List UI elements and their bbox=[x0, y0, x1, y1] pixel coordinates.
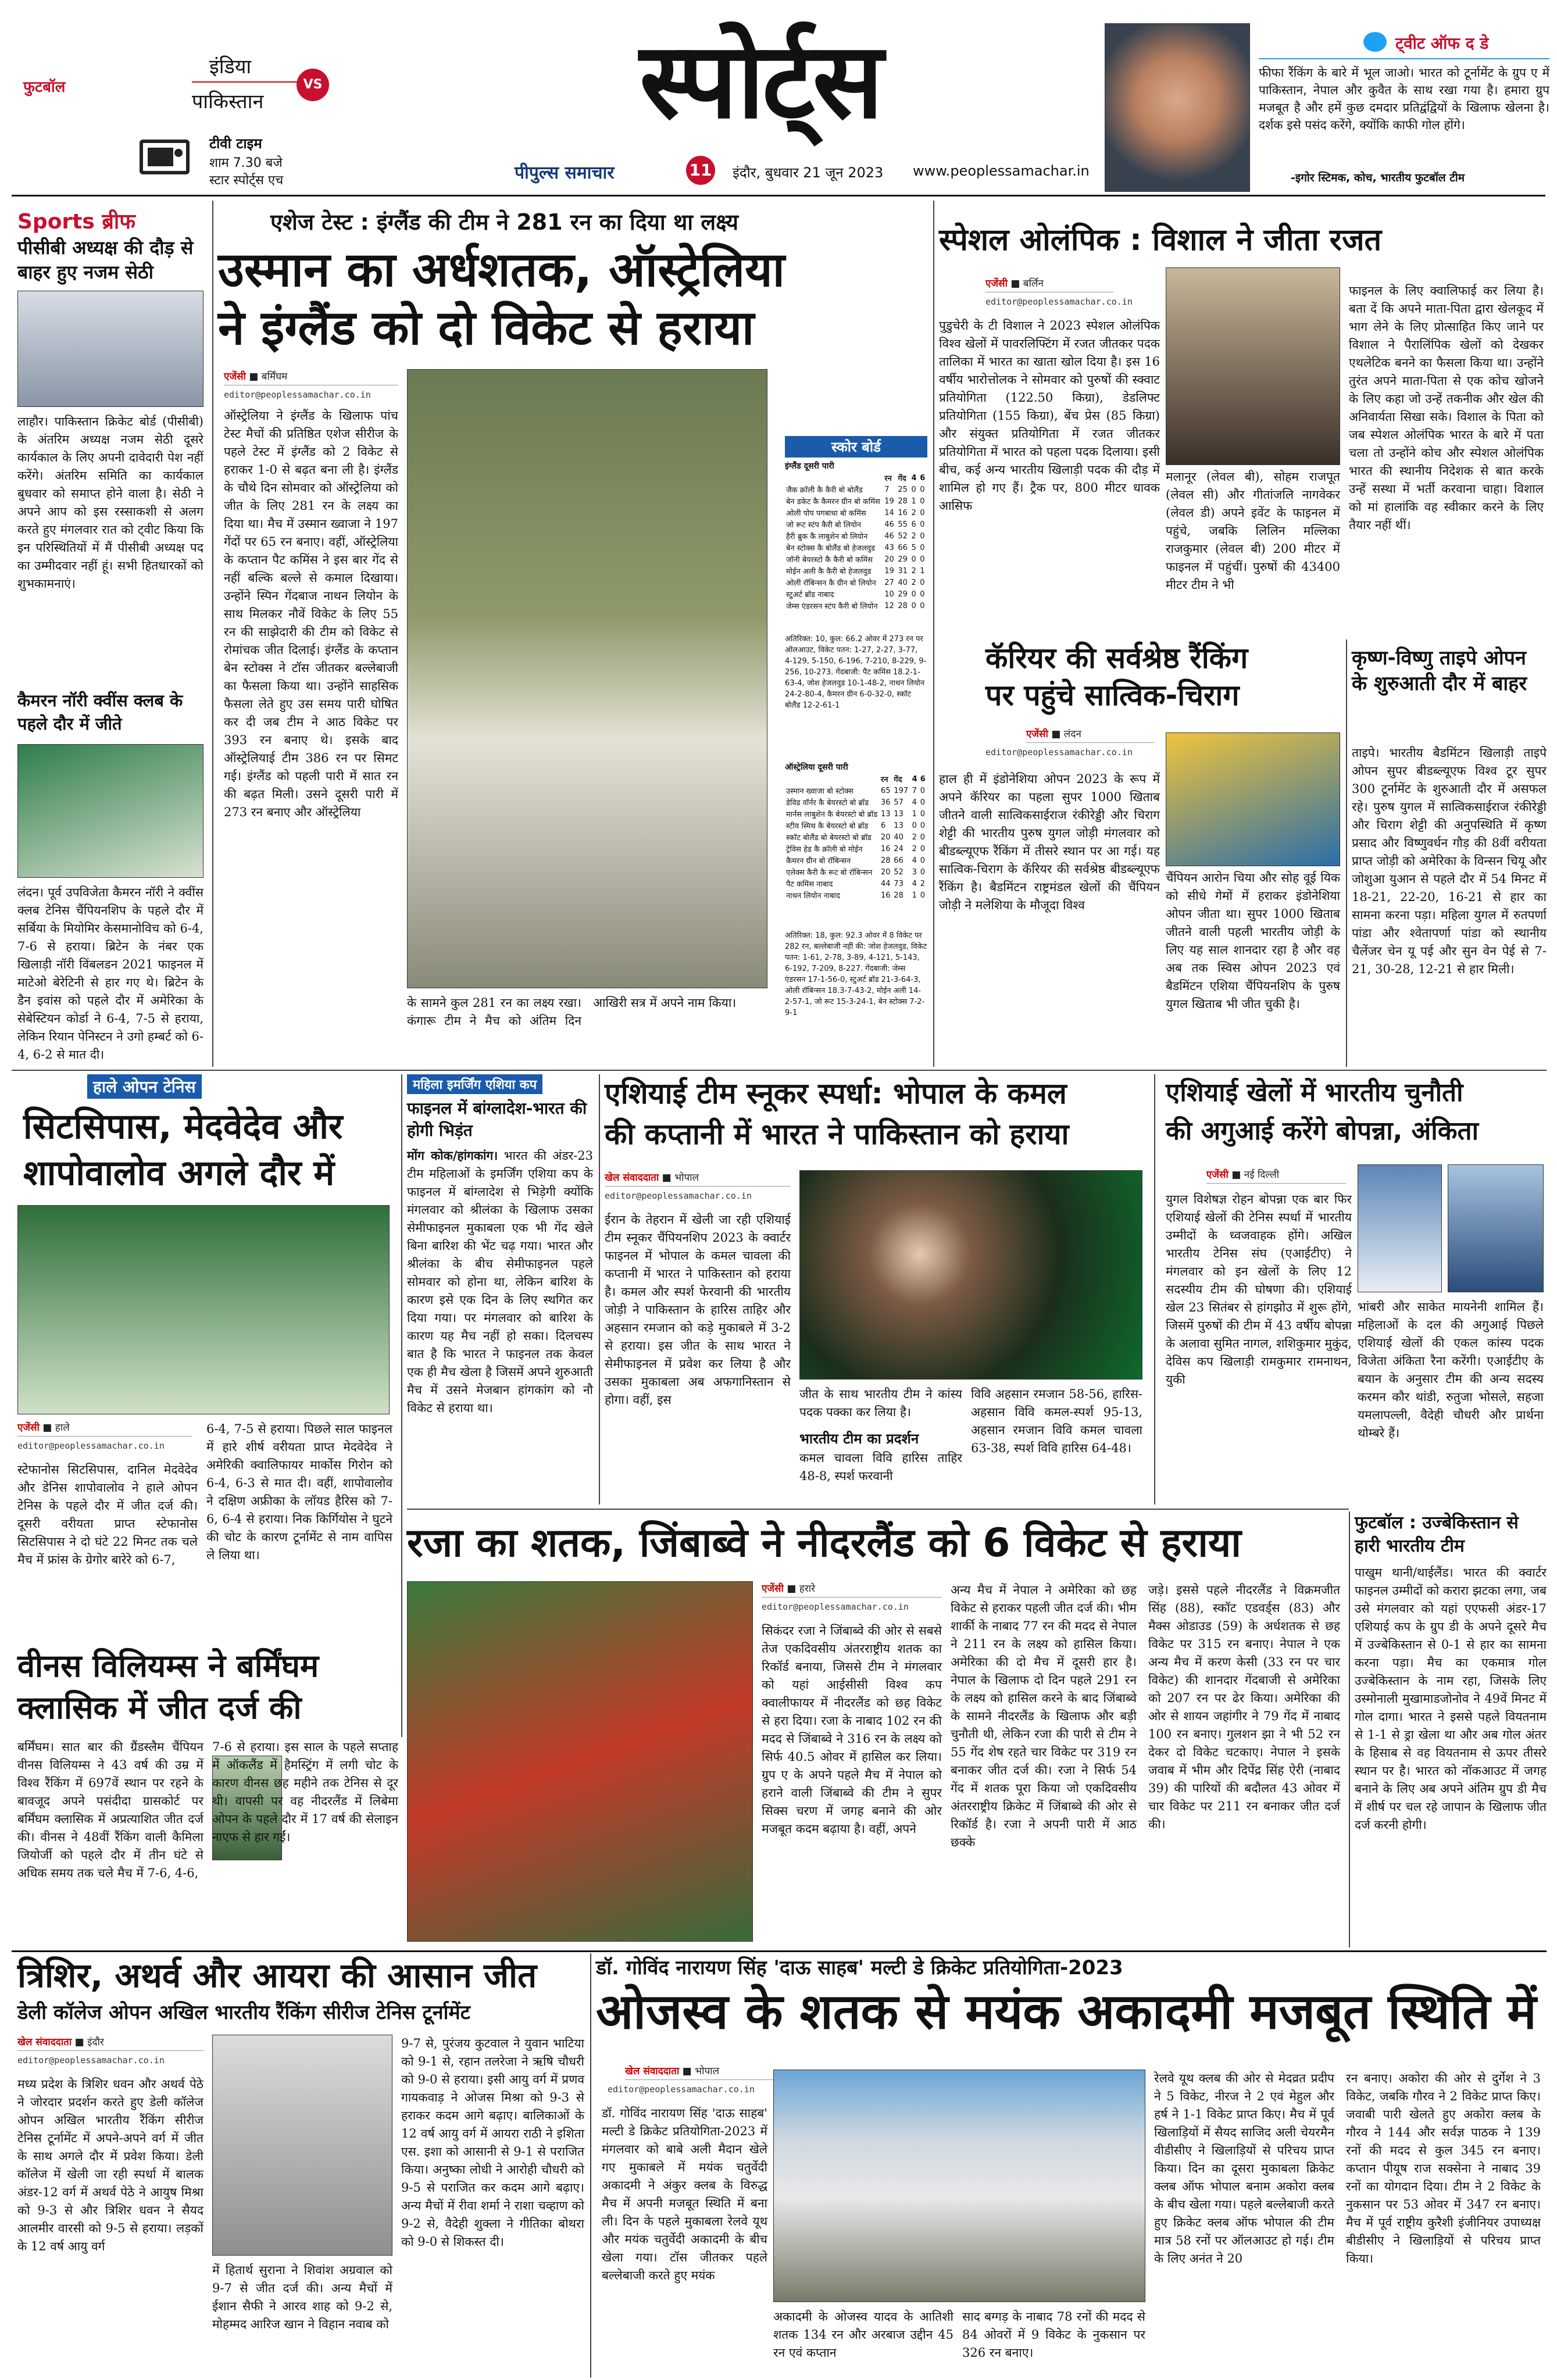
table-row bbox=[785, 820, 927, 831]
halle-headline-2: शापोवालोव अगले दौर में bbox=[23, 1153, 335, 1193]
ashes-agency: एजेंसी bbox=[224, 371, 246, 383]
raza-story bbox=[407, 1511, 1346, 1947]
ashes-byline: एजेंसी ■ बर्मिंघम bbox=[224, 369, 398, 385]
table-row bbox=[785, 866, 927, 878]
table-row bbox=[785, 831, 927, 843]
score-cell: 25 bbox=[898, 485, 908, 494]
score-cell: 24 bbox=[894, 844, 904, 853]
tv-title: टीवी टाइम bbox=[209, 135, 262, 152]
score-cell: 1 bbox=[912, 809, 917, 819]
snooker-story bbox=[605, 1074, 1148, 1505]
score-cell: 20 bbox=[880, 832, 891, 842]
kamal-chawla-photo bbox=[799, 1170, 1142, 1380]
bopanna-headline-1: एशियाई खेलों में भारतीय चुनौती bbox=[1166, 1078, 1463, 1107]
halle-body: स्टेफानोस सिटसिपास, दानिल मेदवेदेव और डेनिस शापोवालोव ने हाले ओपन टेनिस के पहले दौर में जीत दर्ज की। दूसरी वरीयता प्राप्त स्टेफानोस सिटसिपास ने दो घंटे 22 मिनट तक चले मैच में फ्रांस के ग्रेगोर बारेरे को 6-7, bbox=[17, 1463, 198, 1567]
venus-story bbox=[12, 1645, 401, 1942]
score-cell: 2 bbox=[911, 566, 916, 576]
score-cell: 0 bbox=[920, 543, 925, 552]
raza-body-2: अन्य मैच में नेपाल ने अमेरिका को छह विकेट से हराकर पहली जीत दर्ज की। भीम शार्की के नाबाद 77 रन की मदद से नेपाल ने 211 रन के लक्ष्य को हासिल किया। अमेरिका की दो मैच में दूसरी हार है। नेपाल के खिलाफ दो दिन पहले 291 रन के लक्ष्य को हासिल करने के बाद जिंबाब्वे के सामने नीदरलैंड के खिलाफ और बड़ी चुनौती थी, लेकिन रजा की पारी से टीम ने 55 गेंद शेष रहते चार विकेट पर 319 रन बनाकर जीत दर्ज की। रजा ने सिर्फ 54 गेंद में शतक पूरा किया जो एकदिवसीय अंतरराष्ट्रीय क्रिकेट में जिंबाब्वे की ओर से रिकॉर्ड है। रजा ने अपनी पारी में आठ छक्के bbox=[951, 1583, 1137, 1849]
special-body-3: फाइनल के लिए क्वालिफाई कर लिया है। बता दें कि अपने माता-पिता द्वारा खेलकूद में भाग लेने के लिए प्रोत्साहित किए जाने पर विशाल ने पैरालिंपिक खेलों को देखकर एथलेटिक बनने का फैसला किया था। उन्होंने तुरंत अपने माता-पिता से एक कोच खोजने के लिए कहा जो उन्हें तकनीक और खेल की अनिवार्यता सिखा सके। विशाल के पिता को जब स्पेशल ओलंपिक भारत के बारे में पता चला तो उन्होंने कोच और स्पेशल ओलंपिक भारत की स्थानीय निदेशक से बात करके उन्हें सस्था में भर्ती करवाना चाहा। विशाल को मां हालांकि वह स्वीकार करने के लिए तैयार नहीं थीं। bbox=[1349, 284, 1544, 532]
raza-email: editor@peoplessamachar.co.in bbox=[762, 1602, 909, 1612]
score-cell: 73 bbox=[894, 879, 904, 888]
trishir-body-3: में हितार्थ सुराना ने शिवांश अग्रवाल को 9-7 से जीत दर्ज की। अन्य मैचों में ईशान सैफी ने आरव शाह को 9-2 से, मोहम्मद आरिज खान ने विहान नवाब को bbox=[212, 2263, 392, 2331]
score-cell: 29 bbox=[898, 589, 908, 599]
score-cell: 3 bbox=[912, 867, 917, 877]
batsman-cell: स्टुअर्ट ब्रॉड नाबाद bbox=[786, 591, 834, 599]
eng-innings-title: इंग्लैंड दूसरी पारी bbox=[785, 462, 834, 471]
taipei-headline: कृष्ण-विष्णु ताइपे ओपन के शुरुआती दौर में बाहर bbox=[1352, 646, 1527, 695]
website[interactable]: www.peoplessamachar.in bbox=[913, 163, 1090, 179]
ranking-story bbox=[939, 639, 1346, 1067]
batsman-cell: उस्मान ख्वाजा बो स्टोक्स bbox=[786, 787, 854, 796]
score-cell: 52 bbox=[898, 531, 908, 541]
ojasv-body-2: रेलवे यूथ क्लब की ओर से मेदव्रत प्रदीप ने 5 विकेट, नीरज ने 2 एवं मेहुल और हर्ष ने 1-1 विकेट प्राप्त किए। मैच में पूर्व खिलाड़ियों में सैयद साजिद अली चेयरमैन वीडीसीए ने खिलाड़ियों से परिचय प्राप्त किया। दिन का दूसरा मुकाबला क्रिकेट क्लब ऑफ भोपाल बनाम अकोरा क्लब के बीच खेला गया। पहले बल्लेबाजी करते हुए क्रिकेट क्लब ऑफ भोपाल की टीम मात्र 58 रनों पर ऑलआउट हो गई। टीम के लिए अनंत ने 20 bbox=[1154, 2071, 1334, 2265]
batsman-cell: ओली रॉबिन्सन कै ग्रीन बो लियोन bbox=[786, 579, 876, 588]
special-place: बर्लिन bbox=[1023, 278, 1044, 290]
halle-place: हाले bbox=[55, 1422, 70, 1434]
score-cell: 0 bbox=[920, 508, 925, 517]
raza-agency: एजेंसी bbox=[762, 1583, 784, 1595]
score-cell: 197 bbox=[894, 786, 909, 795]
batsman-cell: जैक क्रॉली कै कैरी बो बोलैंड bbox=[786, 486, 863, 495]
score-cell: 0 bbox=[920, 555, 925, 564]
batsman-cell: स्कॉट बोलैंड बो बेयरस्टो बो ब्रॉड bbox=[786, 834, 872, 842]
table-row bbox=[785, 519, 927, 530]
batsman-cell: ओली पोप पगबाधा बो कमिंस bbox=[786, 509, 866, 518]
score-cell: 14 bbox=[884, 508, 894, 517]
table-row bbox=[785, 577, 927, 588]
khawaja-photo bbox=[407, 369, 767, 988]
ojasv-agency: खेल संवाददाता bbox=[625, 2065, 680, 2077]
score-cell: 7 bbox=[884, 485, 890, 494]
score-cell: 66 bbox=[894, 856, 904, 865]
scorecard-col-1: गेंद bbox=[898, 474, 906, 483]
raza-photo bbox=[407, 1581, 753, 1942]
coach-photo bbox=[1105, 23, 1250, 192]
halle-email: editor@peoplessamachar.co.in bbox=[17, 1441, 165, 1451]
snooker-perf-body: कमल चावला विवि हारिस ताहिर 48-8, स्पर्श फरवानी bbox=[799, 1451, 962, 1483]
score-cell: 19 bbox=[884, 496, 894, 506]
aus-scorecard bbox=[785, 773, 927, 901]
score-cell: 52 bbox=[894, 867, 904, 877]
score-cell: 0 bbox=[911, 555, 916, 564]
score-cell: 0 bbox=[920, 844, 926, 853]
batsman-cell: जो रूट स्टंप कैरी बो लियोन bbox=[786, 521, 862, 530]
ojasv-byline: खेल संवाददाता ■ भोपाल bbox=[625, 2064, 776, 2080]
emerging-headline: फाइनल में बांग्लादेश-भारत की होगी भिड़ंत bbox=[407, 1099, 587, 1140]
emerging-tag: महिला इमर्जिंग एशिया कप bbox=[407, 1074, 542, 1094]
halle-body-2: 6-4, 7-5 से हराया। पिछले साल फाइनल में हारे शीर्ष वरीयता प्राप्त मेदवेदेव ने अमेरिकी क्वालिफायर मार्कोस गिरोन को 6-4, 6-3 से मात दी। वहीं, शापोवालोव ने दक्षिण अफ्रीका के लॉयड हैरिस को 7-6, 6-4 से हराया। निक किर्गियोस ने घुटने की चोट के कारण टूर्नामेंट से नाम वापिस ले लिया था। bbox=[206, 1422, 392, 1562]
team-two: पाकिस्तान bbox=[192, 90, 264, 113]
score-cell: 0 bbox=[920, 832, 926, 842]
ashes-body: ऑस्ट्रेलिया ने इंग्लैंड के खिलाफ पांच टेस्ट मैचों की प्रतिष्ठित एशेज सीरीज के पहले टेस्ट में इंग्लैंड को 2 विकेट से हराकर 1-0 से बढ़त बना ली है। इंग्लैंड के चौथे दिन सोमवार को ऑस्ट्रेलिया को जीत के लिए 281 रन के लक्ष्य का दिया था। मैच में उस्मान ख्वाजा ने 197 गेंदों पर 65 रन बनाए। वहीं, ऑस्ट्रेलिया के कप्तान पैट कमिंस ने इस बार गेंद से नहीं बल्कि बल्ले से कमाल दिखाया। उन्होंने स्पिन गेंदबाज नाथन लियोन के साथ मिलकर नौवें विकेट के लिए 55 रन की साझेदारी की टीम को विकेट से रोमांचक जीत दिलाई। इंग्लैंड के कप्तान बेन स्टोक्स ने टॉस जीतकर बल्लेबाजी का फैसला किया था। उन्होंने साहसिक फैसला लेते हुए उस समय पारी घोषित कर दी जब टीम ने आठ विकेट पर 393 रन बनाए थे। इसके बाद ऑस्ट्रेलियाई टीम 386 रन पर सिमट गई। इंग्लैंड को पहली पारी में सात रन की बढ़त मिली। उसने दूसरी पारी में 273 रन बनाए और ऑस्ट्रेलिया bbox=[224, 409, 398, 819]
score-cell: 0 bbox=[912, 821, 917, 830]
batsman-cell: मोईन अली कै कैरी बो हेजलवुड bbox=[786, 567, 872, 576]
emerging-body: भारत की अंडर-23 टीम महिलाओं के इमर्जिंग एशिया कप के फाइनल में बांग्लादेश से भिड़ेगी क्योंकि मंगलवार को श्रीलंका के खिलाफ उसका सेमीफाइनल मुकाबला एक भी गेंद खेले बिना बारिश की भेंट चढ़ गया। भारत और श्रीलंका के बीच सेमीफाइनल पहले सोमवार को होना था, लेकिन बारिश के कारण इसे एक दिन के लिए स्थगित कर दिया गया। पर मंगलवार को बारिश के कारण यह मैच नहीं हो सका। दिलचस्प बात है कि भारत ने फाइनल तक केवल एक ही मैच खेला है जिसमें अपने शुरुआती मैच में उसने मेजबान हांगकांग को नौ विकेट से हराया था। bbox=[407, 1149, 593, 1415]
venus-body: बर्मिंघम। सात बार की ग्रैंडस्लैम चैंपियन वीनस विलियम्स ने 43 वर्ष की उम्र में विश्व रैंकिंग में 697वें स्थान पर रहने के बावजूद अपने पसंदीदा ग्रासकोर्ट पर बर्मिंघम क्लासिक में अप्रत्याशित जीत दर्ज की। वीनस ने 48वीं रैंकिंग वाली कैमिला जियोर्जी को पहले दौर में तीन घंटे से अधिक समय तक चले मैच में 7-6, 4-6, bbox=[17, 1740, 203, 1880]
score-cell: 0 bbox=[920, 589, 925, 599]
raza-body-1: सिकंदर रजा ने जिंबाब्वे की ओर से सबसे तेज एकदिवसीय अंतरराष्ट्रीय शतक का रिकॉर्ड बनाया, जिससे टीम ने मंगलवार को यहां आईसीसी विश्व कप क्वालीफायर में नीदरलैंड को छह विकेट से हरा दिया। रजा के नाबाद 102 रन की मदद से जिंबाब्वे ने 316 रन के लक्ष्य को सिर्फ 40.5 ओवर में हासिल कर लिया। ग्रुप ए के अपने पहले मैच में नेपाल को हराने वाली जिंबाब्वे की टीम ने सुपर सिक्स चरण में जगह बनाने की ओर मजबूत कदम बढ़ाया है। वहीं, अपने bbox=[762, 1624, 942, 1836]
score-cell: 28 bbox=[898, 496, 908, 506]
tv-channel: स्टार स्पोर्ट्स एच bbox=[209, 173, 284, 188]
twitter-icon bbox=[1363, 32, 1387, 52]
ojasv-caption-2: साद बग्गड़ के नाबाद 78 रनों की मदद से 84 ओवरों में 9 विकेट के नुकसान पर 326 रन बनाए। bbox=[962, 2310, 1145, 2360]
score-cell: 13 bbox=[894, 821, 904, 830]
special-olympics bbox=[939, 201, 1547, 637]
ojasv-kicker: डॉ. गोविंद नारायण सिंह 'दाऊ साहब' मल्टी डे क्रिकेट प्रतियोगिता-2023 bbox=[596, 1956, 1123, 1979]
trishir-headline: त्रिशिर, अथर्व और आयरा की आसान जीत bbox=[17, 1956, 537, 1995]
ranking-agency: एजेंसी bbox=[1026, 728, 1048, 740]
score-cell: 40 bbox=[894, 832, 904, 842]
score-cell: 16 bbox=[880, 844, 891, 853]
aus-extras: अतिरिक्त: 18, कुल: 92.3 ओवर में 8 विकेट पर 282 रन, बल्लेबाजी नहीं की: जोश हेजलवुड, विकेट पतन: 1-61, 2-78, 3-89, 4-121, 5-143, 6-192, 7-209, 8-227. गेंदबाजी: जेम्स एंडरसन 17-1-56-0, स्टुअर्ट ब्रॉड 21-3-64-3, ओली रॉबिन्सन 18.3-7-43-2, मोईन अली 14-2-57-1, जो रूट 15-3-24-1, बेन स्टोक्स 7-2-9-1 bbox=[785, 931, 927, 1017]
raza-place: हरारे bbox=[799, 1583, 816, 1595]
batsman-cell: हैरी ब्रुक कै लाबुशेन बो लियोन bbox=[786, 533, 868, 541]
raza-headline: रजा का शतक, जिंबाब्वे ने नीदरलैंड को 6 विकेट से हराया bbox=[407, 1520, 1241, 1566]
score-cell: 0 bbox=[920, 601, 925, 610]
sports-brief bbox=[12, 201, 209, 1067]
bopanna-headline-2: की अगुआई करेंगे बोपन्ना, अंकिता bbox=[1166, 1116, 1479, 1146]
score-cell: 0 bbox=[920, 520, 925, 529]
ashes-headline-1: उस्मान का अर्धशतक, ऑस्ट्रेलिया bbox=[218, 242, 785, 298]
score-cell: 66 bbox=[898, 543, 908, 552]
ranking-headline-1: कॅरियर की सर्वश्रेष्ठ रैंकिंग bbox=[985, 641, 1248, 675]
halle-tag: हाले ओपन टेनिस bbox=[87, 1074, 202, 1099]
special-body-1: पुडुचेरी के टी विशाल ने 2023 स्पेशल ओलंपिक विश्व खेलों में पावरलिफ्टिंग में रजत जीतकर पदक तालिका में भारत का खाता खोल दिया है। इस 16 वर्षीय भारोत्तोलक ने सोमवार को पुरुषों की स्क्वाट प्रतियोगिता (122.50 किग्रा), डेडलिफ्ट प्रतियोगिता (155 किग्रा), बेंच प्रेस (85 किग्रा) और संयुक्त प्रतियोगिता में रजत जीतकर प्रतियोगिता में भारत को पहला पदक दिलाया। इसी बीच, कई अन्य भारतीय खिलाड़ी पदक की दौड़ में शामिल हो गए हैं। ट्रैक पर, 800 मीटर धावक आसिफ bbox=[939, 319, 1160, 513]
score-cell: 0 bbox=[920, 786, 926, 795]
batsman-cell: नाथन लियोन नाबाद bbox=[786, 892, 840, 900]
trishir-email: editor@peoplessamachar.co.in bbox=[17, 2055, 165, 2065]
score-cell: 0 bbox=[920, 809, 926, 819]
score-cell: 27 bbox=[884, 578, 894, 587]
table-row bbox=[785, 808, 927, 820]
score-cell: 0 bbox=[920, 485, 925, 494]
batsman-cell: बेन स्टोक्स कै बोलैंड बो हेजलवुड bbox=[786, 544, 875, 553]
raza-byline: एजेंसी ■ हरारे bbox=[762, 1581, 942, 1598]
score-cell: 43 bbox=[884, 543, 894, 552]
score-cell: 2 bbox=[911, 508, 916, 517]
score-cell: 19 bbox=[884, 566, 894, 576]
tweet-text: फीफा रैंकिंग के बारे में भूल जाओ। भारत को टूर्नामेंट के ग्रुप ए में पाकिस्तान, नेपाल और कुवैत के साथ रखा गया है। हमारा ग्रुप मजबूत है और हमें कुछ दमदार प्रतिद्वंद्वियों के खिलाफ खेलना है। दर्शक इसे पसंद करेंगे, क्योंकि काफी गोल होंगे। bbox=[1259, 66, 1549, 132]
score-cell: 16 bbox=[880, 891, 891, 900]
ashes-headline-2: ने इंग्लैंड को दो विकेट से हराया bbox=[218, 301, 755, 356]
emerging-place: मोंग कोक/हांगकांग। bbox=[407, 1149, 498, 1163]
batsman-cell: स्टीव स्मिथ कै बेयरस्टो बो ब्रॉड bbox=[786, 822, 869, 831]
ojasv-place: भोपाल bbox=[695, 2065, 720, 2077]
batsman-cell: एलेक्स कैरी कै रूट बो रॉबिन्सन bbox=[786, 869, 873, 877]
table-row bbox=[785, 495, 927, 507]
ojasv-headline: ओजस्व के शतक से मयंक अकादमी मजबूत स्थिति में bbox=[596, 1983, 1537, 2040]
taipei-body: ताइपे। भारतीय बैडमिंटन खिलाड़ी ताइपे ओपन सुपर बीडब्ल्यूएफ विश्व टूर सुपर 300 टूर्नामेंट के शुरुआती दौर में असफल रहे। पुरुष युगल में सात्विकसाईराज रंकीरेड्डी और चिराग शेट्टी की अनुपस्थिति में कृष्ण प्रसाद और विष्णुवर्धन गौड़ की 8वीं वरीयता प्राप्त जोड़ी को अमेरिका के विन्सन चियू और जोशुआ युआन से पहले दौर में 54 मिनट में 18-21, 22-20, 16-21 से हार का सामना करना पड़ा। महिला युगल में रुतपर्णा पांडा और श्वेतापर्णा पांडा को स्थानीय चैलेंजर चेन यू पई और सुन वेन पेई से 7-21, 30-28, 12-21 से हार मिली। bbox=[1352, 746, 1547, 976]
brief-body: लाहौर। पाकिस्तान क्रिकेट बोर्ड (पीसीबी) के अंतरिम अध्यक्ष नजम सेठी दूसरे कार्यकाल के लिए अपनी दावेदारी पेश नहीं करेंगे। अंतरिम समिति का कार्यकाल बुधवार को समाप्त होने वाला है। सेठी ने अपने आप को इस रस्साकशी से अलग करते हुए मंगलवार रात को ट्वीट किया कि इन परिस्थितियों में मैं पीसीबी अध्यक्ष पद का उम्मीदवार नहीं हूं। सभी हितधारकों को शुभकामनाएं। bbox=[17, 414, 203, 591]
score-cell: 6 bbox=[911, 520, 916, 529]
score-cell: 0 bbox=[911, 485, 916, 494]
ranking-byline: एजेंसी ■ लंदन bbox=[1026, 727, 1154, 743]
batsman-cell: ट्रेविस हेड कै क्रॉली बो मोईन bbox=[786, 845, 863, 854]
taipei-story bbox=[1352, 639, 1547, 1067]
table-row bbox=[785, 855, 927, 866]
trishir-agency: खेल संवाददाता bbox=[17, 2036, 72, 2048]
ojasv-story bbox=[596, 1953, 1547, 2378]
snooker-body: ईरान के तेहरान में खेली जा रही एशियाई टीम स्नूकर चैंपियनशिप 2023 के क्वार्टर फाइनल में भोपाल के कमल चावला की कप्तानी में भारत ने पाकिस्तान को हराया है। कमल और स्पर्श फेरवानी की भारतीय जोड़ी ने पाकिस्तान के हारिस ताहिर और अहसान रमजान को कड़े मुकाबले में 3-2 से हराया। इस जीत के साथ भारत ने सेमीफाइनल में प्रवेश कर लिया है और उसका मुकाबला अब अफगानिस्तान से होगा। वहीं, इस bbox=[605, 1213, 791, 1407]
score-cell: 1 bbox=[911, 496, 916, 506]
score-cell: 20 bbox=[880, 867, 891, 877]
section-title: स्पोर्ट्स bbox=[640, 20, 881, 142]
score-cell: 29 bbox=[898, 555, 908, 564]
raza-body-3: जड़े। इससे पहले नीदरलैंड ने विक्रमजीत सिंह (88), स्कॉट एडवर्ड्स (83) और मैक्स ओडाउड (59) के अर्धशतक से छह विकेट पर 315 रन बनाए। नेपाल ने एक अन्य मैच में करण केसी (33 रन पर चार विकेट) की शानदार गेंदबाजी से अमेरिका को 207 रन पर ढेर किया। अमेरिका की ओर से शायन जहांगीर ने 79 गेंद में नाबाद 100 रन बनाए। गुलशन झा ने भी 52 रन देकर दो विकेट चटकाए। नेपाल ने इसके जवाब में भीम और दिपेंद्र सिंह ऐरी (नाबाद 39) की पारियों की बदौलत 43 ओवर में चार विकेट पर 211 रन बनाकर जीत दर्ज की। bbox=[1148, 1583, 1340, 1831]
score-cell: 36 bbox=[880, 798, 891, 807]
table-row bbox=[785, 843, 927, 855]
score-cell: 2 bbox=[911, 531, 916, 541]
table-row bbox=[785, 565, 927, 577]
score-cell: 46 bbox=[884, 531, 894, 541]
trishir-story bbox=[12, 1953, 587, 2378]
snooker-agency: खेल संवाददाता bbox=[605, 1172, 659, 1184]
batsman-cell: जॉनी बेयरस्टो कै कैरी बो कमिंस bbox=[786, 556, 873, 564]
bopanna-photo bbox=[1358, 1164, 1442, 1292]
trishir-body-2: 9-7 से, पुरंजय कुटवाल ने युवान भाटिया को 9-1 से, रहान तलरेजा ने ऋषि चौधरी को 9-0 से हराया। इसी आयु वर्ग में प्रणव गायकवाड़ ने ओजस मिश्रा को 9-3 से हराकर कदम आगे बढ़ाए। बालिकाओं के 12 वर्ष आयु वर्ग में आयरा राठी ने इशिता एस. इशा को आसानी से 9-1 से पराजित किया। अनुष्का लोधी ने आरोही चौधरी को 9-5 से पराजित कर कदम आगे बढ़ाए। अन्य मैचों में रीवा शर्मा ने राशा चव्हाण को 9-2 से, वैदेही शुक्ला ने गीतिका बोथरा को 9-0 से शिकस्त दी। bbox=[401, 2036, 584, 2249]
scoreboard bbox=[785, 436, 927, 1064]
table-row bbox=[785, 507, 927, 519]
score-cell: 13 bbox=[894, 809, 904, 819]
score-cell: 7 bbox=[912, 786, 917, 795]
ranking-place: लंदन bbox=[1063, 728, 1081, 740]
score-cell: 2 bbox=[920, 879, 926, 888]
ranking-email: editor@peoplessamachar.co.in bbox=[985, 747, 1133, 757]
score-cell: 10 bbox=[884, 589, 894, 599]
snooker-headline-1: एशियाई टीम स्नूकर स्पर्धा: भोपाल के कमल bbox=[605, 1077, 1067, 1110]
emerging-story bbox=[407, 1074, 596, 1505]
score-cell: 2 bbox=[912, 832, 917, 842]
vs-badge: VS bbox=[297, 69, 329, 101]
score-cell: 28 bbox=[880, 856, 891, 865]
scorecard-col-2: 4 bbox=[912, 774, 917, 784]
brief-headline: पीसीबी अध्यक्ष की दौड़ से बाहर हुए नजम सेठी bbox=[17, 237, 194, 283]
scorecard-col-0: रन bbox=[880, 776, 888, 784]
snooker-byline: खेल संवाददाता ■ भोपाल bbox=[605, 1170, 791, 1187]
halle-byline: एजेंसी ■ हाले bbox=[17, 1420, 192, 1436]
brief-headline-2: कैमरन नॉरी क्वींस क्लब के पहले दौर में जीते bbox=[17, 691, 183, 734]
score-cell: 31 bbox=[898, 566, 908, 576]
venus-body-2: 7-6 से हराया। इस साल के पहले सप्ताह में ऑकलैंड में हैमस्ट्रिंग में लगी चोट के कारण वीनस छह महीने तक टेनिस से दूर थी। वापसी पर वह नीदरलैंड में लिबेमा ओपन के पहले दौर में 17 वर्ष की सेलाइन नाएफ से हार गईं। bbox=[212, 1740, 398, 1844]
scorecard-col-1: गेंद bbox=[894, 776, 902, 784]
score-cell: 0 bbox=[920, 531, 925, 541]
batsman-cell: कैमरन ग्रीन बो रॉबिन्सन bbox=[786, 857, 851, 866]
snooker-email: editor@peoplessamachar.co.in bbox=[605, 1191, 752, 1201]
score-cell: 2 bbox=[911, 578, 916, 587]
score-cell: 4 bbox=[912, 879, 917, 888]
sethi-photo bbox=[17, 291, 203, 407]
scorecard-header bbox=[785, 472, 927, 484]
score-cell: 20 bbox=[884, 555, 894, 564]
score-cell: 0 bbox=[920, 867, 926, 877]
ranking-headline-2: पर पहुंचे सात्विक-चिराग bbox=[985, 678, 1240, 712]
score-cell: 44 bbox=[880, 879, 891, 888]
batsman-cell: बेन डकेट कै कैमरन ग्रीन बो कमिंस bbox=[786, 498, 880, 506]
venus-headline-2: क्लासिक में जीत दर्ज की bbox=[17, 1689, 302, 1726]
bopanna-body: युगल विशेषज्ञ रोहन बोपन्ना एक बार फिर एशियाई खेलों की टेनिस स्पर्धा में भारतीय उम्मीदों के ध्वजवाहक होंगे। अखिल भारतीय टेनिस संघ (एआईटीए) ने मंगलवार को इन खेलों के लिए 12 सदस्यीय टीम की घोषणा की। एशियाई खेल 23 सितंबर से हांगझोउ में शुरू होंगे, जिसमें पुरुषों की टीम में 43 वर्षीय बोपन्ना के अलावा सुमित नागल, शशिकुमार मुकुंद, देविस कप खिलाड़ी रामकुमार रामनाथन, युकी bbox=[1166, 1192, 1352, 1386]
tennis-kid-photo bbox=[212, 2035, 392, 2256]
tweet-author: -इगोर स्टिमक, कोच, भारतीय फुटबॉल टीम bbox=[1291, 171, 1465, 184]
team-one: इंडिया bbox=[209, 55, 252, 78]
table-row bbox=[785, 785, 927, 796]
score-cell: 6 bbox=[880, 821, 886, 830]
tsitsipas-photo bbox=[17, 1205, 390, 1414]
score-cell: 0 bbox=[920, 578, 925, 587]
score-cell: 28 bbox=[894, 891, 904, 900]
bopanna-body-2: भांबरी और साकेत मायनेनी शामिल हैं। महिलाओं के दल की अगुआई पिछले एशियाई खेलों की एकल कांस्य पदक विजेता अंकिता रैना करेंगी। एआईटीए के बयान के अनुसार टीम की अन्य सदस्य करमन कौर थांडी, रुतुजा भोसले, सहजा यमलापल्ली, वैदेही चौधरी और प्रार्थना थोम्बरे हैं। bbox=[1358, 1300, 1544, 1440]
tv-time: शाम 7.30 बजे bbox=[209, 156, 283, 170]
score-cell: 0 bbox=[911, 589, 916, 599]
score-cell: 2 bbox=[912, 844, 917, 853]
table-row bbox=[785, 530, 927, 542]
football-body: पाखुम थानी/थाईलैंड। भारत की क्वार्टर फाइनल उम्मीदों को करारा झटका लगा, जब उसे मंगलवार को यहां एएफसी अंडर-17 एशियाई कप के ग्रुप डी के अपने दूसरे मैच में उज्बेकिस्तान से 0-1 से हार का सामना करना पड़ा। मैच का एकमात्र गोल उज्बेकिस्तान के नाम रहा, जिसके लिए उस्मोनाली मुखामाडजोनोव ने 49वें मिनट में गोल दागा। भारत ने इससे पहले वियतनाम से 1-1 से ड्रा खेला था और अब गोल अंतर के हिसाब से वह वियतनाम से ऊपर तीसरे स्थान पर है। भारत को नॉकआउट में जगह बनाने के लिए अब अपने अंतिम ग्रुप डी मैच में शीर्ष पर चल रहे जापान के खिलाफ जीत दर्ज करनी होगी। bbox=[1355, 1566, 1547, 1832]
trishir-subhead: डेली कॉलेज ओपन अखिल भारतीय रैंकिंग सीरीज टेनिस टूर्नामेंट bbox=[17, 2001, 470, 2024]
snooker-body-2: जीत के साथ भारतीय टीम ने कांस्य पदक पक्का कर लिया है। bbox=[799, 1387, 962, 1419]
ojasv-caption: अकादमी के ओजस्व यादव के आतिशी शतक 134 रन और अरबाज उद्दीन 45 रन एवं कप्तान bbox=[773, 2310, 954, 2360]
halle-story bbox=[12, 1074, 401, 1641]
score-cell: 13 bbox=[880, 809, 891, 819]
batsman-cell: मार्नस लाबुशेन कै बेयरस्टो बो ब्रॉड bbox=[786, 810, 878, 819]
satwik-chirag-photo bbox=[1166, 732, 1340, 866]
ojasv-body: डॉ. गोविंद नारायण सिंह 'दाऊ साहब' मल्टी डे क्रिकेट प्रतियोगिता-2023 में मंगलवार को बाबे अली मैदान खेले गए मुकाबले में मयंक चतुर्वेदी अकादमी ने अंकुर क्लब के विरुद्ध मैच में अपनी मजबूत स्थिति में बना ली। दिन के पहले मुकाबला रेलवे यूथ और मयंक चतुर्वेदी अकादमी के बीच खेला गया। टॉस जीतकर पहले बल्लेबाजी करते हुए मयंक bbox=[602, 2106, 767, 2282]
bopanna-byline: एजेंसी ■ नई दिल्ली bbox=[1206, 1167, 1346, 1184]
brief-logo: Sports ब्रीफ bbox=[17, 210, 135, 234]
score-cell: 28 bbox=[898, 601, 908, 610]
snooker-place: भोपाल bbox=[674, 1172, 699, 1184]
score-cell: 40 bbox=[898, 578, 908, 587]
football-story bbox=[1355, 1511, 1547, 1947]
masthead bbox=[0, 0, 1557, 192]
score-cell: 0 bbox=[920, 821, 926, 830]
score-cell: 0 bbox=[920, 856, 926, 865]
snooker-headline-2: की कप्तानी में भारत ने पाकिस्तान को हराया bbox=[605, 1117, 1069, 1151]
score-cell: 0 bbox=[920, 496, 925, 506]
batsman-cell: पैट कमिंस नाबाद bbox=[786, 880, 833, 889]
ojasv-email: editor@peoplessamachar.co.in bbox=[608, 2084, 755, 2095]
score-cell: 5 bbox=[911, 543, 916, 552]
score-cell: 46 bbox=[884, 520, 894, 529]
score-cell: 12 bbox=[884, 601, 894, 610]
special-headline: स्पेशल ओलंपिक : विशाल ने जीता रजत bbox=[939, 223, 1382, 258]
scorecard-col-3: 6 bbox=[920, 473, 926, 483]
bopanna-agency: एजेंसी bbox=[1206, 1169, 1229, 1181]
special-email: editor@peoplessamachar.co.in bbox=[985, 296, 1133, 307]
batsman-cell: डेविड वॉर्नर कै बेयरस्टो बो ब्रॉड bbox=[786, 799, 869, 807]
aus-innings-title: ऑस्ट्रेलिया दूसरी पारी bbox=[785, 763, 848, 772]
table-row bbox=[785, 796, 927, 808]
table-row bbox=[785, 588, 927, 600]
trishir-body: मध्य प्रदेश के त्रिशिर धवन और अथर्व पेठे ने जोरदार प्रदर्शन करते हुए डेली कॉलेज ओपन अखिल भारतीय रैंकिंग सीरीज टेनिस टूर्नामेंट में अपने-अपने वर्ग में जीत के साथ अगले दौर में प्रवेश किया। डेली कॉलेज में खेली जा रही स्पर्धा में बालक अंडर-12 वर्ग में अथर्व पेठे ने आयुष मिश्रा को 9-3 से और त्रिशिर धवन ने सैयद आलमीर वारसी को 9-5 से हराया। लड़कों के 12 वर्ष आयु वर्ग bbox=[17, 2077, 203, 2253]
issue-date: इंदौर, बुधवार 21 जून 2023 bbox=[733, 165, 884, 181]
tweet-label: ट्वीट ऑफ द डे bbox=[1395, 34, 1489, 53]
score-cell: 55 bbox=[898, 520, 908, 529]
score-cell: 4 bbox=[912, 798, 917, 807]
scoreboard-title: स्कोर बोर्ड bbox=[785, 436, 927, 458]
page-number: 11 bbox=[686, 156, 715, 185]
score-cell: 57 bbox=[894, 798, 904, 807]
paper-name: पीपुल्स समाचार bbox=[515, 163, 615, 183]
ranking-body: हाल ही में इंडोनेशिया ओपन 2023 के रूप में अपने कॅरियर का पहला सुपर 1000 खिताब जीतने वाली सात्विकसाईराज रंकीरेड्डी और चिराग शेट्टी की भारतीय पुरुष युगल जोड़ी मंगलवार को बीडब्ल्यूएफ रैंकिंग में तीसरे स्थान पर आ गई। यह सात्विक-चिराग के कॅरियर की सर्वश्रेष्ठ बीडब्ल्यूएफ रैंकिंग है। बैडमिंटन राष्ट्रमंडल खेलों की चैंपियन जोड़ी ने मलेशिया के मौजूदा विश्व bbox=[939, 772, 1160, 912]
scorecard-col-0: रन bbox=[884, 474, 892, 483]
ashes-kicker: एशेज टेस्ट : इंग्लैंड की टीम ने 281 रन का दिया था लक्ष्य bbox=[270, 209, 739, 235]
batsman-cell: जेम्स एंडरसन स्टंप कैरी बो लियोन bbox=[786, 602, 878, 611]
ashes-caption: के सामने कुल 281 रन का लक्ष्य रखा। कंगारू टीम ने मैच को अंतिम दिन आखिरी सत्र में अपने नाम किया। bbox=[407, 996, 737, 1028]
score-cell: 65 bbox=[880, 786, 891, 795]
snooker-perf-body-2: विवि अहसान रमजान 58-56, हारिस-अहसान विवि कमल-स्पर्श 95-13, अहसान रमजान विवि कमल चावला 63-38, स्पर्श विवि हारिस 64-48। bbox=[971, 1387, 1142, 1455]
ankita-photo bbox=[1448, 1164, 1544, 1292]
score-cell: 1 bbox=[912, 891, 917, 900]
tv-icon bbox=[140, 140, 190, 174]
ranking-caption: चैंपियन आरोन चिया और सोह वूई यिक को सीधे गेमों में हराकर इंडोनेशिया ओपन जीता था। सुपर 1000 खिताब जीतने वाली पहली भारतीय जोड़ी के लिए यह साल शानदार रहा है और वह अब तक स्विस ओपन 2023 एवं बैडमिंटन एशिया चैंपियनशिप के पुरुष युगल खिताब भी जीत चुकी है। bbox=[1166, 871, 1340, 1011]
scorecard-col-3: 6 bbox=[920, 774, 926, 784]
venus-headline-1: वीनस विलियम्स ने बर्मिंघम bbox=[17, 1648, 319, 1684]
table-row bbox=[785, 484, 927, 495]
ashes-place: बर्मिंघम bbox=[261, 371, 288, 383]
ojasv-body-3: रन बनाए। अकोरा की ओर से दुर्गेश ने 3 विकेट, जबकि गौरव ने 2 विकेट प्राप्त किए। जवाबी पारी खेलते हुए अकोरा क्लब के गौरव ने 144 और सर्वज्ञ पाठक ने 139 रनों की मदद से कुल 345 रन बनाए। कप्तान पीयूष राज सक्सेना ने नाबाद 39 रनों का योगदान दिया। टीम ने 2 विकेट के नुकसान पर 53 ओवर में 347 रन बनाए। मैच में पूर्व राष्ट्रीय कुरैशी इंजीनियर उपाध्यक्ष बीडीसीए ने खिलाड़ियों से परिचय प्राप्त किया। bbox=[1346, 2071, 1541, 2265]
eng-scorecard bbox=[785, 472, 927, 612]
snooker-perf-title: भारतीय टीम का प्रदर्शन bbox=[799, 1431, 919, 1447]
football-headline: फुटबॉल : उज्बेकिस्तान से हारी भारतीय टीम bbox=[1355, 1513, 1519, 1556]
score-cell: 1 bbox=[920, 566, 925, 576]
scorecard-header bbox=[785, 773, 927, 785]
team-photo bbox=[773, 2070, 1145, 2302]
football-label: फुटबॉल bbox=[23, 78, 66, 96]
halle-headline-1: सिटसिपास, मेदवेदेव और bbox=[23, 1106, 343, 1147]
norrie-photo bbox=[17, 744, 203, 878]
bopanna-story bbox=[1160, 1074, 1547, 1505]
brief-body-2: लंदन। पूर्व उपविजेता कैमरन नॉरी ने क्वींस क्लब टेनिस चैंपियनशिप के पहले दौर में सर्बिया के मियोमिर केसमानोविच को 6-4, 7-6 से हराया। ब्रिटेन के नंबर एक खिलाड़ी नॉरी विंबलडन 2021 फाइनल में माटेओ बेरेटिनी से हार गए थे। ब्रिटेन के डैन इवांस को पहले दौर में अमेरिका के सेबेस्टियन कोर्डा ने 6-4, 7-5 से हराया, लेकिन रियान पेनिस्टन ने उगो हम्बर्ट को 6-4, 6-2 से मात दी। bbox=[17, 885, 203, 1062]
score-cell: 0 bbox=[920, 891, 926, 900]
vishal-photo bbox=[1166, 267, 1340, 465]
table-row bbox=[785, 889, 927, 901]
special-byline: एजेंसी ■ बर्लिन bbox=[985, 276, 1113, 292]
table-row bbox=[785, 600, 927, 612]
trishir-byline: खेल संवाददाता ■ इंदौर bbox=[17, 2035, 203, 2051]
table-row bbox=[785, 553, 927, 565]
score-cell: 4 bbox=[912, 856, 917, 865]
bopanna-place: नई दिल्ली bbox=[1244, 1169, 1280, 1181]
scorecard-col-2: 4 bbox=[911, 473, 917, 483]
special-body-2: मलानूर (लेवल बी), सोहम राजपूत (लेवल सी) और गीतांजलि नागवेकर (लेवल डी) अपने इवेंट के फाइनल में पहुंचे, जबकि लिलिन मल्लिका राजकुमार (लेवल बी) 200 मीटर में फाइनल में पहुंचीं। पुरुषों की 43400 मीटर टीम ने भी bbox=[1166, 470, 1340, 592]
special-agency: एजेंसी bbox=[985, 278, 1008, 290]
score-cell: 16 bbox=[898, 508, 908, 517]
table-row bbox=[785, 542, 927, 553]
score-cell: 0 bbox=[920, 798, 926, 807]
eng-extras: अतिरिक्त: 10, कुल: 66.2 ओवर में 273 रन पर ऑलआउट, विकेट पतन: 1-27, 2-27, 3-77, 4-129, 5-150, 6-196, 7-210, 8-229, 9-256, 10-273. गेंदबाजी: पैट कमिंस 18.2-1-63-4, जोश हेजलवुड 10-1-48-2, नाथन लियोन 24-2-80-4, कैमरन ग्रीन 6-0-32-0, स्कॉट बोलैंड 12-2-61-1 bbox=[785, 635, 927, 710]
halle-agency: एजेंसी bbox=[17, 1422, 40, 1434]
ashes-email: editor@peoplessamachar.co.in bbox=[224, 389, 371, 400]
score-cell: 0 bbox=[911, 601, 916, 610]
trishir-place: इंदौर bbox=[87, 2036, 104, 2048]
table-row bbox=[785, 878, 927, 889]
